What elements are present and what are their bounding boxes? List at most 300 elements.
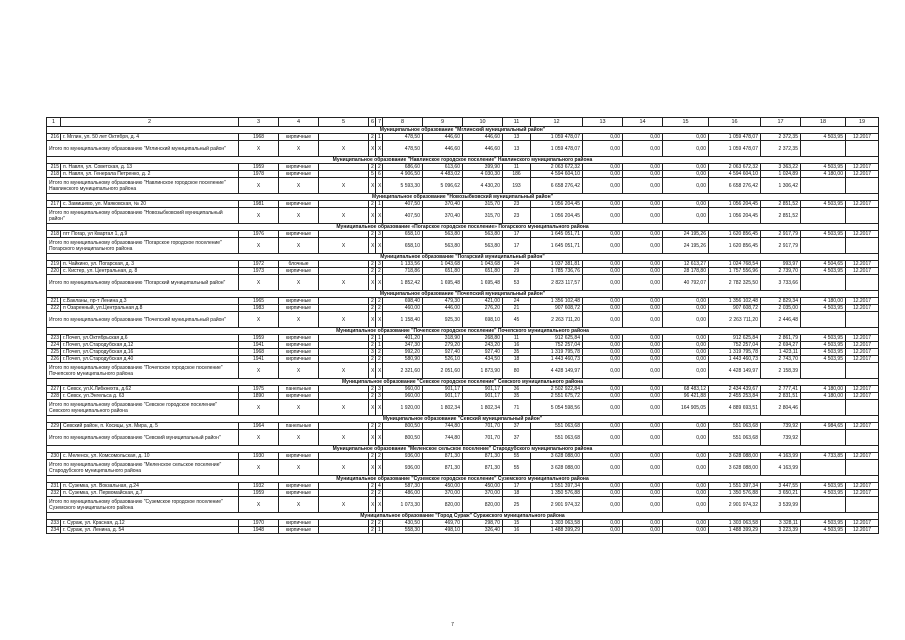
value-cell-17: 3 447,55 [761, 483, 801, 490]
blank-cell [319, 164, 369, 171]
subtotal-value-11: 37 [503, 430, 531, 446]
subtotal-value-14: 0,00 [623, 400, 663, 416]
value-cell-15: 0,00 [663, 298, 709, 305]
section-heading-row [47, 291, 879, 298]
value-cell-17: 2 861,79 [761, 335, 801, 342]
value-cell-10: 434,50 [463, 356, 503, 363]
year-cell: 1965 [239, 298, 279, 305]
subtotal-value-17: 2 158,39 [761, 363, 801, 379]
value-cell-14: 0,00 [623, 393, 663, 400]
value-cell-14: 0,00 [623, 386, 663, 393]
value-cell-15: 0,00 [663, 490, 709, 497]
value-cell-9: 4 483,02 [423, 171, 463, 178]
subtotal-x-cell: X [376, 430, 383, 446]
value-cell-19: 12.2017 [846, 393, 879, 400]
value-cell-15: 12 613,27 [663, 261, 709, 268]
row-number: 228 [47, 393, 61, 400]
floors-cell: 2 [369, 164, 376, 171]
value-cell-18: 4 733,85 [801, 453, 846, 460]
column-number-14: 14 [623, 118, 663, 127]
value-cell-17: 2 739,70 [761, 268, 801, 275]
subtotal-row [47, 178, 879, 194]
value-cell-9: 279,20 [423, 342, 463, 349]
subtotal-x-cell: X [279, 400, 319, 416]
subtotal-x-cell: X [279, 208, 319, 224]
value-cell-14: 0,00 [623, 201, 663, 208]
wall-material-cell: кирпичные [279, 335, 319, 342]
section-heading-row [47, 416, 879, 423]
value-cell-19: 12.2017 [846, 423, 879, 430]
subtotal-value-12: 1 059 478,07 [531, 141, 583, 157]
subtotal-x-cell: X [239, 178, 279, 194]
subtotal-value-13: 0,00 [583, 312, 623, 328]
value-cell-17: 739,92 [761, 423, 801, 430]
value-cell-19: 12.2017 [846, 201, 879, 208]
floors-cell: 2 [369, 305, 376, 312]
subtotal-value-14: 0,00 [623, 363, 663, 379]
subtotal-x-cell: X [279, 238, 319, 254]
address-cell: п Озаренный, ул.Центральная д.8 [61, 305, 239, 312]
subtotal-value-13: 0,00 [583, 460, 623, 476]
value-cell-8: 401,20 [383, 335, 423, 342]
value-cell-13: 0,00 [583, 305, 623, 312]
year-cell: 1964 [239, 423, 279, 430]
value-cell-9: 450,00 [423, 483, 463, 490]
value-cell-12: 1 056 204,45 [531, 201, 583, 208]
subtotal-value-9: 2 051,60 [423, 363, 463, 379]
year-cell: 1948 [239, 527, 279, 534]
value-cell-14: 0,00 [623, 349, 663, 356]
entrances-cell: 2 [376, 490, 383, 497]
subtotal-value-13: 0,00 [583, 141, 623, 157]
value-cell-17: 2 372,35 [761, 134, 801, 141]
value-cell-14: 0,00 [623, 342, 663, 349]
year-cell: 1970 [239, 520, 279, 527]
wall-material-cell: кирпичные [279, 453, 319, 460]
value-cell-18: 4 503,95 [801, 342, 846, 349]
value-cell-19: 12.2017 [846, 342, 879, 349]
value-cell-8: 686,60 [383, 164, 423, 171]
section-heading-row [47, 476, 879, 483]
blank-cell [319, 356, 369, 363]
floors-cell: 2 [369, 335, 376, 342]
subtotal-value-9: 820,00 [423, 497, 463, 513]
subtotal-x-cell: X [239, 430, 279, 446]
wall-material-cell: панельные [279, 423, 319, 430]
year-cell: 1932 [239, 483, 279, 490]
column-number-19: 19 [846, 118, 879, 127]
value-cell-19: 12.2017 [846, 453, 879, 460]
value-cell-11: 11 [503, 335, 531, 342]
subtotal-value-14: 0,00 [623, 312, 663, 328]
subtotal-value-16: 1 059 478,07 [709, 141, 761, 157]
subtotal-x-cell: X [376, 497, 383, 513]
value-cell-16: 1 551 397,34 [709, 483, 761, 490]
subtotal-value-19 [846, 275, 879, 291]
value-cell-19: 12.2017 [846, 261, 879, 268]
table-row [47, 134, 879, 141]
value-cell-11: 16 [503, 527, 531, 534]
entrances-cell: 2 [376, 520, 383, 527]
value-cell-14: 0,00 [623, 490, 663, 497]
value-cell-10: 701,70 [463, 423, 503, 430]
subtotal-value-8: 478,50 [383, 141, 423, 157]
value-cell-10: 651,80 [463, 268, 503, 275]
value-cell-13: 0,00 [583, 261, 623, 268]
value-cell-18: 4 503,95 [801, 520, 846, 527]
entrances-cell: 3 [376, 386, 383, 393]
subtotal-value-11: 17 [503, 238, 531, 254]
value-cell-15: 0,00 [663, 201, 709, 208]
subtotal-x-cell: X [319, 312, 369, 328]
subtotal-x-cell: X [239, 400, 279, 416]
value-cell-11: 29 [503, 268, 531, 275]
year-cell: 1968 [239, 134, 279, 141]
subtotal-value-18 [801, 400, 846, 416]
subtotal-value-10: 563,80 [463, 238, 503, 254]
subtotal-x-cell: X [279, 497, 319, 513]
wall-material-cell: кирпичные [279, 164, 319, 171]
value-cell-18: 4 504,65 [801, 261, 846, 268]
floors-cell: 2 [369, 201, 376, 208]
value-cell-16: 1 059 478,07 [709, 134, 761, 141]
blank-cell [319, 261, 369, 268]
table-row [47, 164, 879, 171]
value-cell-8: 478,50 [383, 134, 423, 141]
value-cell-17: 2 831,51 [761, 393, 801, 400]
value-cell-19: 12.2017 [846, 268, 879, 275]
subtotal-value-18 [801, 460, 846, 476]
value-cell-8: 658,10 [383, 231, 423, 238]
subtotal-label: Итого по муниципальному образованию "Погарское городское поселение" Погарского муниципального района [47, 238, 239, 254]
year-cell: 1959 [239, 335, 279, 342]
value-cell-8: 407,50 [383, 201, 423, 208]
subtotal-value-16: 4 889 693,51 [709, 400, 761, 416]
value-cell-12: 2 551 675,72 [531, 393, 583, 400]
address-cell: г.Почеп, ул.Стародубская д.12 [61, 342, 239, 349]
address-cell: п. Суземка, ул. Вокзальная, д.24 [61, 483, 239, 490]
subtotal-value-9: 871,30 [423, 460, 463, 476]
value-cell-11: 18 [503, 356, 531, 363]
subtotal-value-14: 0,00 [623, 178, 663, 194]
subtotal-value-17: 4 163,99 [761, 460, 801, 476]
value-cell-13: 0,00 [583, 483, 623, 490]
section-heading-row [47, 379, 879, 386]
value-cell-9: 370,00 [423, 490, 463, 497]
year-cell: 1930 [239, 453, 279, 460]
blank-cell [319, 335, 369, 342]
entrances-cell: 3 [376, 393, 383, 400]
wall-material-cell: кирпичные [279, 201, 319, 208]
value-cell-16: 1 303 063,58 [709, 520, 761, 527]
table-row [47, 393, 879, 400]
subtotal-label: Итого по муниципальному образованию "Мглинский муниципальный район" [47, 141, 239, 157]
table-row [47, 171, 879, 178]
subtotal-x-cell: X [279, 312, 319, 328]
value-cell-17: 3 363,22 [761, 164, 801, 171]
subtotal-value-11: 71 [503, 400, 531, 416]
table-row [47, 527, 879, 534]
blank-cell [319, 386, 369, 393]
entrances-cell: 1 [376, 342, 383, 349]
blank-cell [319, 201, 369, 208]
subtotal-value-10: 820,00 [463, 497, 503, 513]
section-title: Муниципальное образование "Суземское городское поселение" Суземского муниципального района [47, 476, 879, 483]
subtotal-value-12: 2 823 117,57 [531, 275, 583, 291]
address-cell: п. Навля, ул. Советская, д. 13 [61, 164, 239, 171]
subtotal-value-12: 3 628 088,00 [531, 460, 583, 476]
year-cell: 1975 [239, 386, 279, 393]
subtotal-x-cell: X [369, 363, 376, 379]
subtotal-label: Итого по муниципальному образованию "Почепское городское поселение" Почепского муниципального района [47, 363, 239, 379]
entrances-cell: 2 [376, 453, 383, 460]
value-cell-17: 3 328,11 [761, 520, 801, 527]
value-cell-15: 28 178,80 [663, 268, 709, 275]
value-cell-9: 446,00 [423, 305, 463, 312]
entrances-cell: 2 [376, 268, 383, 275]
value-cell-11: 23 [503, 201, 531, 208]
value-cell-9: 613,60 [423, 164, 463, 171]
blank-cell [319, 134, 369, 141]
value-cell-12: 752 257,04 [531, 342, 583, 349]
value-cell-18: 4 984,65 [801, 423, 846, 430]
value-cell-14: 0,00 [623, 134, 663, 141]
address-cell: г. Севск, ул.К.Либкнехта, д.62 [61, 386, 239, 393]
entrances-cell: 2 [376, 305, 383, 312]
subtotal-x-cell: X [376, 178, 383, 194]
value-cell-9: 901,17 [423, 386, 463, 393]
value-cell-8: 960,00 [383, 393, 423, 400]
subtotal-value-12: 2 263 711,20 [531, 312, 583, 328]
subtotal-x-cell: X [319, 208, 369, 224]
value-cell-14: 0,00 [623, 335, 663, 342]
floors-cell: 2 [369, 356, 376, 363]
value-cell-12: 4 594 604,10 [531, 171, 583, 178]
value-cell-9: 370,40 [423, 201, 463, 208]
value-cell-8: 992,20 [383, 349, 423, 356]
subtotal-x-cell: X [279, 141, 319, 157]
value-cell-13: 0,00 [583, 393, 623, 400]
year-cell: 1976 [239, 231, 279, 238]
subtotal-label: Итого по муниципальному образованию "Севский муниципальный район" [47, 430, 239, 446]
blank-cell [319, 171, 369, 178]
subtotal-value-17: 2 372,35 [761, 141, 801, 157]
value-cell-12: 1 645 051,71 [531, 231, 583, 238]
value-cell-12: 1 443 460,73 [531, 356, 583, 363]
value-cell-18: 4 503,95 [801, 527, 846, 534]
subtotal-value-10: 1 695,48 [463, 275, 503, 291]
wall-material-cell: кирпичные [279, 342, 319, 349]
address-cell: г. Сураж, ул. Красная, д.12 [61, 520, 239, 527]
column-number-16: 16 [709, 118, 761, 127]
floors-cell: 2 [369, 520, 376, 527]
value-cell-14: 0,00 [623, 298, 663, 305]
address-cell: с. Меленск, ул. Комсомольская, д. 10 [61, 453, 239, 460]
section-title: Муниципальное образование "Севский муниципальный район" [47, 416, 879, 423]
value-cell-12: 3 628 088,00 [531, 453, 583, 460]
section-title: Муниципальное образование "Севское городское поселение" Севского муниципального района [47, 379, 879, 386]
value-cell-13: 0,00 [583, 134, 623, 141]
year-cell: 1973 [239, 268, 279, 275]
value-cell-14: 0,00 [623, 356, 663, 363]
subtotal-value-19 [846, 141, 879, 157]
address-cell: г.Почеп, ул.Октябрьская д.6 [61, 335, 239, 342]
subtotal-value-9: 563,80 [423, 238, 463, 254]
value-cell-19: 12.2017 [846, 527, 879, 534]
subtotal-value-9: 1 802,34 [423, 400, 463, 416]
value-cell-17: 2 829,34 [761, 298, 801, 305]
table-row [47, 423, 879, 430]
value-cell-18: 4 180,00 [801, 298, 846, 305]
subtotal-label: Итого по муниципальному образованию "Меленское сельское поселение" Стародубского муниципального района [47, 460, 239, 476]
subtotal-x-cell: X [319, 497, 369, 513]
value-cell-16: 907 608,72 [709, 305, 761, 312]
subtotal-row [47, 497, 879, 513]
entrances-cell: 2 [376, 298, 383, 305]
subtotal-value-10: 446,60 [463, 141, 503, 157]
section-heading-row [47, 194, 879, 201]
blank-cell [319, 483, 369, 490]
subtotal-value-13: 0,00 [583, 208, 623, 224]
value-cell-15: 96 421,88 [663, 393, 709, 400]
section-title: Муниципальное образование "Новозыбковский муниципальный район" [47, 194, 879, 201]
subtotal-row [47, 238, 879, 254]
value-cell-12: 1 350 576,88 [531, 490, 583, 497]
section-title: Муниципальное образование "Почепский муниципальный район" [47, 291, 879, 298]
subtotal-value-13: 0,00 [583, 178, 623, 194]
table-row [47, 386, 879, 393]
value-cell-19: 12.2017 [846, 483, 879, 490]
subtotal-x-cell: X [239, 460, 279, 476]
subtotal-x-cell: X [279, 275, 319, 291]
section-title: Муниципальное образование "Погарский муниципальный район" [47, 254, 879, 261]
entrances-cell: 1 [376, 527, 383, 534]
value-cell-16: 2 455 253,84 [709, 393, 761, 400]
subtotal-value-15: 24 195,26 [663, 238, 709, 254]
value-cell-10: 370,00 [463, 490, 503, 497]
address-cell: г. Мглин, ул. 50 лет Октября, д. 4 [61, 134, 239, 141]
value-cell-15: 0,00 [663, 134, 709, 141]
year-cell: 1959 [239, 164, 279, 171]
value-cell-10: 399,90 [463, 164, 503, 171]
value-cell-12: 1 551 397,34 [531, 483, 583, 490]
subtotal-value-9: 5 096,62 [423, 178, 463, 194]
wall-material-cell: кирпичные [279, 268, 319, 275]
subtotal-value-15: 0,00 [663, 497, 709, 513]
value-cell-18: 4 180,00 [801, 393, 846, 400]
subtotal-x-cell: X [369, 238, 376, 254]
value-cell-19: 12.2017 [846, 134, 879, 141]
subtotal-value-19 [846, 497, 879, 513]
subtotal-value-18 [801, 312, 846, 328]
section-title: Муниципальное образование "Город Сураж" Суражского муниципального района [47, 513, 879, 520]
subtotal-value-15: 0,00 [663, 460, 709, 476]
subtotal-value-16: 2 782 325,50 [709, 275, 761, 291]
value-cell-15: 0,00 [663, 453, 709, 460]
value-cell-14: 0,00 [623, 305, 663, 312]
section-title: Муниципальное образование "Почепское городское поселение" Почепского муниципального района [47, 328, 879, 335]
column-number-2: 2 [61, 118, 239, 127]
subtotal-x-cell: X [369, 460, 376, 476]
value-cell-16: 1 443 460,73 [709, 356, 761, 363]
blank-cell [319, 393, 369, 400]
value-cell-11: 24 [503, 298, 531, 305]
value-cell-17: 3 650,21 [761, 490, 801, 497]
blank-cell [319, 423, 369, 430]
entrances-cell: 2 [376, 349, 383, 356]
wall-material-cell: кирпичные [279, 349, 319, 356]
value-cell-8: 558,30 [383, 527, 423, 534]
header-row [47, 118, 879, 127]
subtotal-value-11: 193 [503, 178, 531, 194]
subtotal-label: Итого по муниципальному образованию "Севское городское поселение" Севского муниципального района [47, 400, 239, 416]
subtotal-value-10: 698,10 [463, 312, 503, 328]
section-heading-row [47, 157, 879, 164]
subtotal-value-15: 0,00 [663, 178, 709, 194]
subtotal-x-cell: X [376, 275, 383, 291]
row-number: 233 [47, 520, 61, 527]
value-cell-13: 0,00 [583, 386, 623, 393]
subtotal-x-cell: X [369, 497, 376, 513]
entrances-cell: 2 [376, 356, 383, 363]
floors-cell: 3 [369, 349, 376, 356]
subtotal-value-17: 2 917,79 [761, 238, 801, 254]
subtotal-value-14: 0,00 [623, 497, 663, 513]
value-cell-11: 17 [503, 483, 531, 490]
value-cell-11: 15 [503, 520, 531, 527]
subtotal-value-11: 53 [503, 275, 531, 291]
subtotal-label: Итого по муниципальному образованию "Погарский муниципальный район" [47, 275, 239, 291]
entrances-cell: 1 [376, 335, 383, 342]
value-cell-12: 2 502 922,84 [531, 386, 583, 393]
value-cell-8: 960,00 [383, 386, 423, 393]
value-cell-13: 0,00 [583, 335, 623, 342]
value-cell-16: 912 625,84 [709, 335, 761, 342]
value-cell-13: 0,00 [583, 342, 623, 349]
subtotal-value-17: 3 539,99 [761, 497, 801, 513]
value-cell-9: 526,10 [423, 356, 463, 363]
value-cell-13: 0,00 [583, 453, 623, 460]
wall-material-cell: кирпичные [279, 527, 319, 534]
address-cell: п. Суземка, ул. Первомайская, д.7 [61, 490, 239, 497]
subtotal-value-13: 0,00 [583, 275, 623, 291]
subtotal-x-cell: X [376, 400, 383, 416]
value-cell-8: 4 906,50 [383, 171, 423, 178]
subtotal-x-cell: X [239, 363, 279, 379]
value-cell-17: 1 423,11 [761, 349, 801, 356]
value-cell-11: 18 [503, 490, 531, 497]
subtotal-value-15: 164 905,05 [663, 400, 709, 416]
subtotal-value-12: 1 056 204,45 [531, 208, 583, 224]
subtotal-x-cell: X [376, 238, 383, 254]
subtotal-value-14: 0,00 [623, 430, 663, 446]
section-title: Муниципальное образование "Меленское сельское поселение" Стародубского муниципального района [47, 446, 879, 453]
value-cell-15: 0,00 [663, 342, 709, 349]
value-cell-10: 871,30 [463, 453, 503, 460]
value-cell-17: 2 035,00 [761, 305, 801, 312]
section-title: Муниципальное образование "Мглинский муниципальный район" [47, 127, 879, 134]
subtotal-value-8: 1 158,40 [383, 312, 423, 328]
value-cell-16: 2 063 672,32 [709, 164, 761, 171]
value-cell-16: 1 350 576,88 [709, 490, 761, 497]
value-cell-14: 0,00 [623, 171, 663, 178]
subtotal-value-18 [801, 208, 846, 224]
wall-material-cell: кирпичные [279, 483, 319, 490]
blank-cell [319, 305, 369, 312]
subtotal-x-cell: X [376, 460, 383, 476]
subtotal-x-cell: X [369, 430, 376, 446]
value-cell-11: 17 [503, 231, 531, 238]
